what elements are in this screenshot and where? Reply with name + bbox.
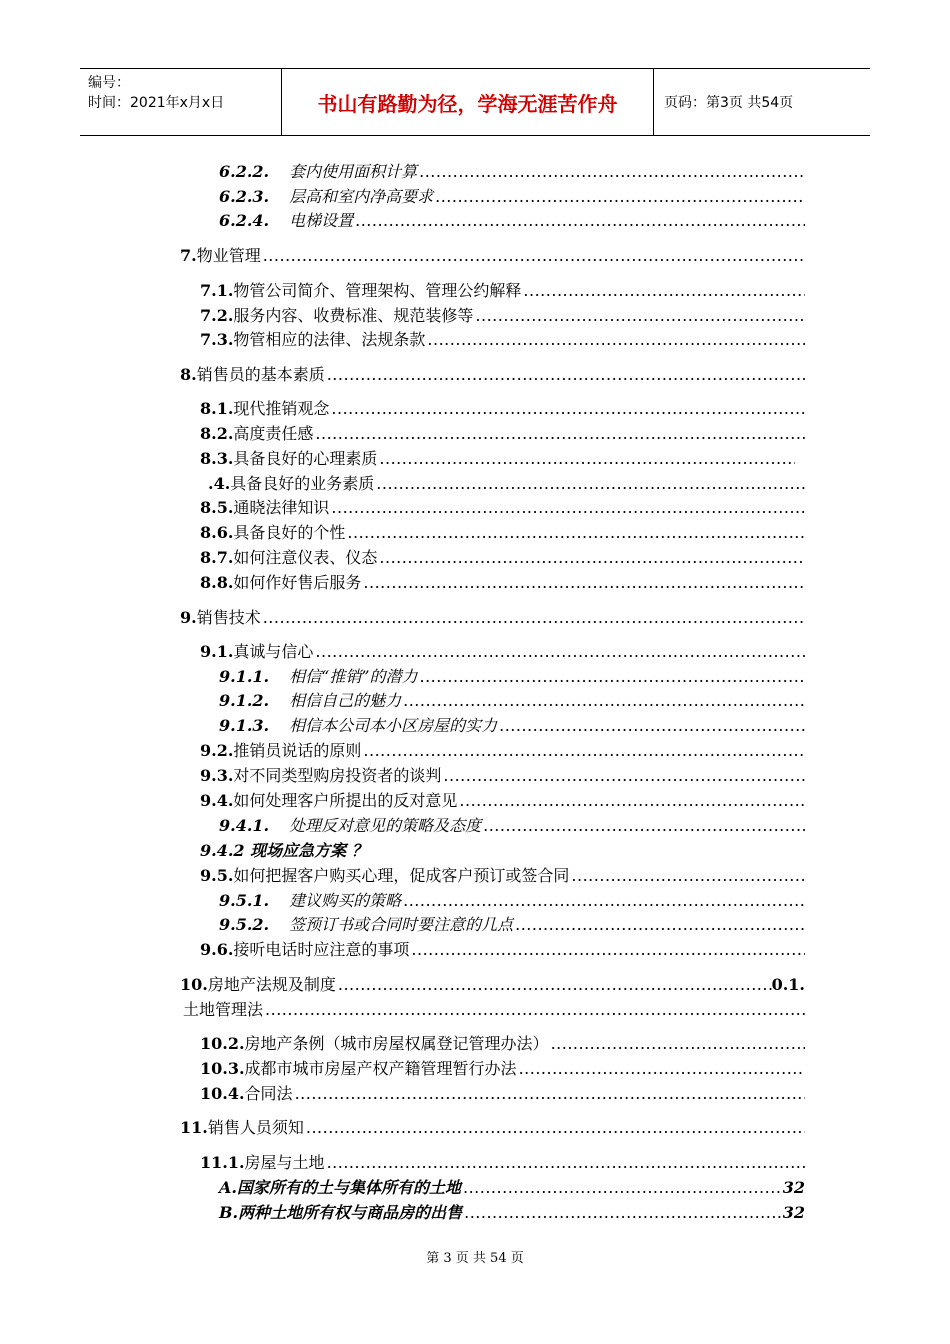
toc-entry-title: 处理反对意见的策略及态度 <box>289 816 482 835</box>
toc-leader-dots <box>265 999 805 1021</box>
toc-entry[interactable] <box>180 245 805 267</box>
toc-leader-dots <box>315 423 805 445</box>
toc-entry-label <box>219 890 401 912</box>
toc-entry-label <box>219 690 401 712</box>
toc-entry-label <box>200 1033 549 1055</box>
page-header <box>80 68 870 136</box>
toc-entry-title: 合同法 <box>244 1084 293 1103</box>
toc-entry-number: 8.1. <box>200 399 234 418</box>
toc-entry-title: 具备良好的心理素质 <box>233 449 378 468</box>
toc-entry[interactable] <box>219 715 805 737</box>
toc-entry-title: 层高和室内净高要求 <box>289 187 434 206</box>
toc-entry[interactable] <box>219 890 805 912</box>
toc-leader-dots <box>338 974 772 996</box>
toc-entry-title: 相信“推销”的潜力 <box>289 667 418 686</box>
toc-entry-number: 6.2.2. <box>219 162 270 181</box>
toc-entry[interactable] <box>219 815 805 837</box>
toc-entry-number: 10.2. <box>200 1034 245 1053</box>
toc-entry-number: 9.4.1. <box>219 816 270 835</box>
toc-entry-label <box>219 815 481 837</box>
header-time: 时间：2021年x月x日 <box>88 95 225 111</box>
toc-entry-title: 国家所有的土与集体所有的土地 <box>236 1178 461 1197</box>
toc-entry[interactable] <box>200 522 805 544</box>
toc-entry-label <box>219 210 353 232</box>
toc-entry-label <box>183 999 263 1021</box>
toc-entry-title: 如何作好售后服务 <box>233 573 362 592</box>
toc-entry-number: 9.4.2 现场应急方案 ？ <box>200 841 368 860</box>
header-motto: 书山有路勤为径，学海无涯苦作舟 <box>282 69 654 135</box>
toc-entry[interactable] <box>208 473 805 495</box>
toc-entry-number: 11.1. <box>200 1153 245 1172</box>
toc-leader-dots <box>419 161 805 183</box>
toc-leader-dots <box>411 939 805 961</box>
toc-leader-dots <box>327 1152 805 1174</box>
toc-entry-title: 通晓法律知识 <box>233 498 330 517</box>
toc-entry-number: 9.2. <box>200 741 234 760</box>
toc-entry[interactable] <box>180 364 805 386</box>
toc-leader-dots <box>347 522 805 544</box>
toc-entry-label <box>200 1152 325 1174</box>
toc-entry[interactable] <box>219 914 805 936</box>
toc-entry-label <box>200 1058 517 1080</box>
toc-entry-title: 具备良好的个性 <box>233 523 346 542</box>
toc-entry-label <box>200 740 361 762</box>
toc-entry-label <box>180 974 336 996</box>
toc-entry[interactable] <box>200 572 805 594</box>
toc-entry[interactable] <box>200 1033 805 1055</box>
toc-entry-title: 高度责任感 <box>233 424 314 443</box>
toc-entry-title: 服务内容、收费标准、规范装修等 <box>233 306 474 325</box>
toc-leader-dots <box>379 448 795 470</box>
toc-entry-label <box>200 497 329 519</box>
toc-entry-number: 9.3. <box>200 766 234 785</box>
toc-entry-title: 房屋与土地 <box>244 1153 325 1172</box>
toc-entry-title: 销售员的基本素质 <box>196 365 325 384</box>
toc-entry[interactable] <box>219 210 805 232</box>
toc-entry-number: B. <box>219 1203 239 1222</box>
toc-entry-title: 建议购买的策略 <box>289 891 402 910</box>
toc-entry-number: 9.1. <box>200 642 234 661</box>
toc-entry[interactable] <box>183 999 805 1021</box>
toc-leader-dots <box>571 865 805 887</box>
toc-entry-number: 9. <box>180 608 197 627</box>
toc-leader-dots <box>403 890 805 912</box>
toc-entry-label <box>200 448 377 470</box>
toc-leader-dots <box>443 765 805 787</box>
toc-entry[interactable] <box>219 1202 805 1224</box>
toc-leader-dots <box>515 914 805 936</box>
toc-entry-title: 销售人员须知 <box>207 1118 304 1137</box>
toc-leader-dots <box>376 473 805 495</box>
toc-entry-number: 8.7. <box>200 548 234 567</box>
toc-entry-title: 如何注意仪表、仪态 <box>233 548 378 567</box>
toc-entry[interactable] <box>200 641 805 663</box>
toc-entry-label <box>219 1177 461 1199</box>
toc-entry-label <box>200 641 313 663</box>
toc-entry-label <box>180 607 261 629</box>
toc-entry-label <box>219 1202 462 1224</box>
toc-leader-dots <box>523 280 805 302</box>
toc-entry-title: 相信本公司本小区房屋的实力 <box>289 716 498 735</box>
toc-entry-number: 8. <box>180 365 197 384</box>
toc-entry-label <box>200 398 329 420</box>
toc-entry-title: 房地产法规及制度 <box>207 975 336 994</box>
toc-entry-label <box>200 572 361 594</box>
toc-entry-number: 8.5. <box>200 498 234 517</box>
toc-entry[interactable] <box>200 840 805 862</box>
toc-entry-title: 签预订书或合同时要注意的几点 <box>289 915 514 934</box>
toc-leader-dots <box>463 1177 783 1199</box>
toc-entry-number: 7.3. <box>200 330 234 349</box>
toc-entry-number: 9.5.2. <box>219 915 270 934</box>
toc-entry[interactable] <box>200 939 805 961</box>
toc-leader-dots <box>519 1058 805 1080</box>
toc-entry-number: 6.2.3. <box>219 187 270 206</box>
toc-entry-title: 具备良好的业务素质 <box>230 474 375 493</box>
toc-entry-label <box>219 186 433 208</box>
toc-entry[interactable] <box>200 497 805 519</box>
toc-entry-title: 物业管理 <box>196 246 261 265</box>
toc-entry[interactable] <box>200 740 805 762</box>
toc-entry-number: 7.2. <box>200 306 234 325</box>
toc-leader-dots <box>483 815 805 837</box>
toc-entry-label <box>200 865 569 887</box>
toc-entry-label <box>200 547 377 569</box>
toc-leader-dots <box>263 245 805 267</box>
toc-leader-dots <box>427 329 805 351</box>
toc-entry-number: 7. <box>180 246 197 265</box>
toc-leader-dots <box>327 364 805 386</box>
toc-leader-dots <box>419 666 805 688</box>
toc-entry-number: 10. <box>180 975 208 994</box>
toc-entry[interactable] <box>200 448 795 470</box>
toc-entry-label <box>200 522 345 544</box>
toc-entry-number: 8.2. <box>200 424 234 443</box>
toc-entry[interactable] <box>219 186 805 208</box>
toc-leader-dots <box>355 210 805 232</box>
toc-entry[interactable] <box>219 161 805 183</box>
toc-entry-number: 10.3. <box>200 1059 245 1078</box>
toc-entry-label <box>200 329 425 351</box>
toc-entry-title: 销售技术 <box>196 608 261 627</box>
toc-entry-label <box>200 280 521 302</box>
toc-entry-number: 9.5. <box>200 866 234 885</box>
toc-entry-title: 两种土地所有权与商品房的出售 <box>238 1203 463 1222</box>
toc-entry[interactable] <box>200 790 805 812</box>
toc-entry-label <box>200 423 313 445</box>
toc-entry[interactable] <box>200 547 805 569</box>
toc-leader-dots <box>379 547 805 569</box>
toc-entry[interactable] <box>219 666 805 688</box>
toc-entry-title: 物管公司简介、管理架构、管理公约解释 <box>233 281 522 300</box>
toc-entry-title: 如何把握客户购买心理，促成客户预订或签合同 <box>233 866 570 885</box>
toc-entry-title: 如何处理客户所提出的反对意见 <box>233 791 458 810</box>
toc-leader-dots <box>315 641 805 663</box>
toc-entry-title: 相信自己的魅力 <box>289 691 402 710</box>
toc-entry-number: 7.1. <box>200 281 234 300</box>
toc-leader-dots <box>363 740 805 762</box>
toc-leader-dots <box>459 790 805 812</box>
toc-entry-title: 接听电话时应注意的事项 <box>233 940 410 959</box>
toc-entry[interactable] <box>200 1058 805 1080</box>
toc-entry[interactable] <box>219 690 805 712</box>
toc-entry-label <box>219 161 417 183</box>
page-footer: 第 3 页 共 54 页 <box>426 1251 524 1266</box>
toc-entry-label <box>200 305 473 327</box>
toc-entry[interactable] <box>200 1152 805 1174</box>
toc-entry[interactable] <box>200 423 805 445</box>
toc-entry[interactable] <box>200 1083 805 1105</box>
toc-entry-label <box>219 914 513 936</box>
toc-entry-title: 推销员说话的原则 <box>233 741 362 760</box>
toc-entry-title: 电梯设置 <box>289 211 354 230</box>
toc-entry[interactable] <box>180 607 805 629</box>
toc-entry-number: 10.4. <box>200 1084 245 1103</box>
toc-leader-dots <box>295 1083 805 1105</box>
toc-entry-label <box>200 939 409 961</box>
toc-entry-number: 6.2.4. <box>219 211 270 230</box>
toc-entry[interactable] <box>180 1117 805 1139</box>
toc-entry-label <box>219 715 497 737</box>
header-code: 编号： <box>88 75 130 91</box>
toc-entry-page: 32 <box>782 1203 805 1222</box>
toc-entry[interactable] <box>219 1177 805 1199</box>
toc-entry-title: 土地管理法 <box>183 1000 264 1019</box>
toc-entry-label <box>200 1083 293 1105</box>
toc-entry-label <box>200 840 368 862</box>
toc-leader-dots <box>435 186 805 208</box>
toc-entry-label <box>180 364 325 386</box>
toc-leader-dots <box>363 572 805 594</box>
toc-leader-dots <box>331 497 805 519</box>
toc-entry-label <box>200 765 441 787</box>
toc-entry[interactable] <box>200 305 805 327</box>
toc-entry-number: A. <box>219 1178 237 1197</box>
toc-entry-number: 8.6. <box>200 523 234 542</box>
toc-leader-dots <box>464 1202 783 1224</box>
toc-leader-dots <box>551 1033 805 1055</box>
toc-entry-number: 9.6. <box>200 940 234 959</box>
toc-entry-number: 11. <box>180 1118 208 1137</box>
toc-entry[interactable] <box>180 974 805 996</box>
toc-entry-title: 物管相应的法律、法规条款 <box>233 330 426 349</box>
toc-entry[interactable] <box>200 398 805 420</box>
toc-entry-number: 9.5.1. <box>219 891 270 910</box>
toc-entry-label <box>208 473 374 495</box>
toc-leader-dots <box>331 398 805 420</box>
toc-entry[interactable] <box>200 329 805 351</box>
toc-entry-title: 成都市城市房屋产权产籍管理暂行办法 <box>244 1059 517 1078</box>
toc-entry-page: 32 <box>782 1178 805 1197</box>
toc-entry-label <box>219 666 417 688</box>
toc-entry-number: 9.1.1. <box>219 667 270 686</box>
toc-entry-number: 9.4. <box>200 791 234 810</box>
toc-entry-label <box>180 245 261 267</box>
toc-entry-label <box>180 1117 304 1139</box>
toc-leader-dots <box>403 690 805 712</box>
toc-entry-title: 真诚与信心 <box>233 642 314 661</box>
toc-entry-title: 现代推销观念 <box>233 399 330 418</box>
toc-entry-label <box>200 790 457 812</box>
toc-entry[interactable] <box>200 280 805 302</box>
header-meta <box>80 69 282 135</box>
toc-entry-number: 8.8. <box>200 573 234 592</box>
toc-entry-number: 8.3. <box>200 449 234 468</box>
toc-entry[interactable] <box>200 865 805 887</box>
header-page-info: 页码：第3页 共54页 <box>664 95 794 111</box>
toc-leader-dots <box>475 305 805 327</box>
toc-entry-number: 9.1.3. <box>219 716 270 735</box>
toc-leader-dots <box>499 715 805 737</box>
toc-entry[interactable] <box>200 765 805 787</box>
toc-entry-title: 套内使用面积计算 <box>289 162 418 181</box>
toc-entry-title: 房地产条例（城市房屋权属登记管理办法） <box>244 1034 549 1053</box>
toc-entry-page: 0.1. <box>771 975 805 994</box>
toc-entry-title: 对不同类型购房投资者的谈判 <box>233 766 442 785</box>
toc-leader-dots <box>306 1117 805 1139</box>
toc-entry-number: .4. <box>208 474 231 493</box>
toc-entry-number: 9.1.2. <box>219 691 270 710</box>
toc-leader-dots <box>263 607 805 629</box>
